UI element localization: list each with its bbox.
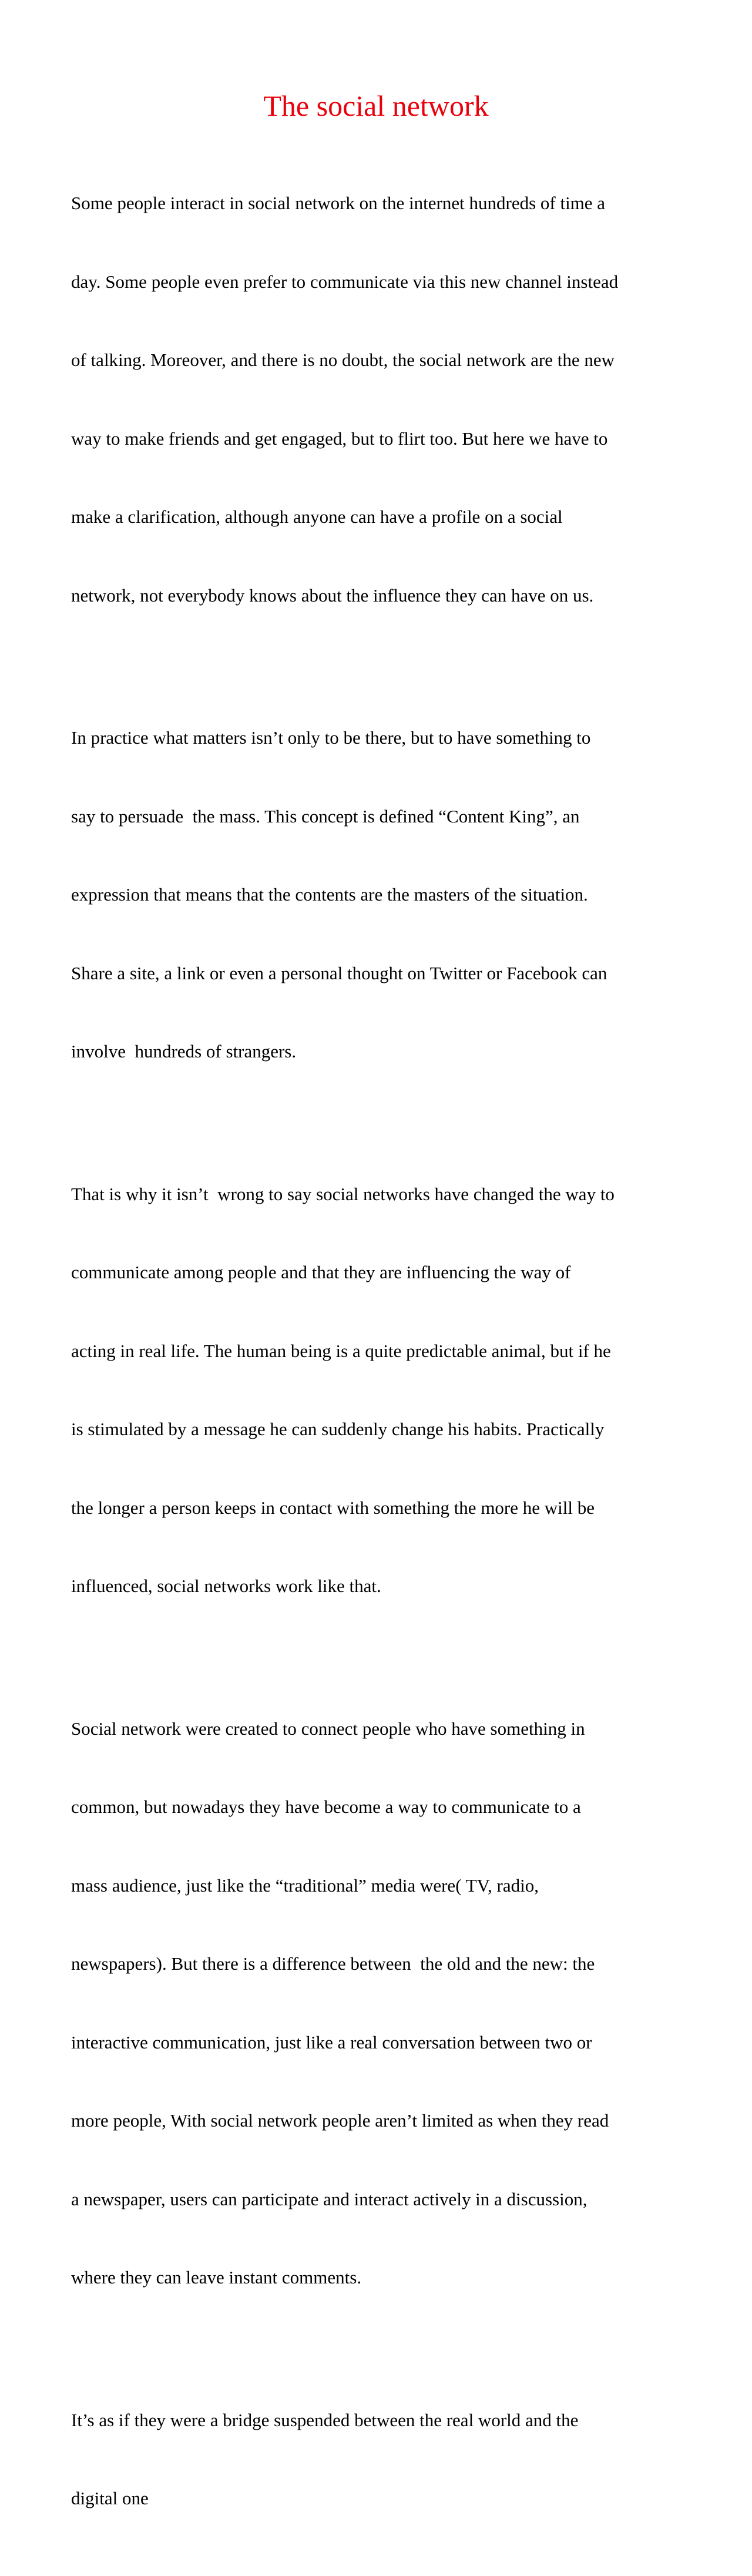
paragraph-line: more people, With social network people aren’t limited as when they read [71, 2110, 609, 2131]
paragraph-line: Share a site, a link or even a personal thought on Twitter or Facebook can [71, 962, 607, 983]
paragraph-line: acting in real life. The human being is a quite predictable animal, but if he [71, 1340, 611, 1361]
paragraph-line: Some people interact in social network on the internet hundreds of time a [71, 193, 606, 213]
paragraph-line: In practice what matters isn’t only to be there, but to have something to [71, 727, 591, 748]
paragraph-line: involve hundreds of strangers. [71, 1041, 297, 1062]
paragraph-line: communicate among people and that they are influencing the way of [71, 1262, 571, 1282]
paragraph-line: of talking. Moreover, and there is no doubt, the social network are the new [71, 350, 615, 370]
paragraph-line: expression that means that the contents are the masters of the situation. [71, 884, 588, 905]
paragraph-line: mass audience, just like the “traditional” media were( TV, radio, [71, 1875, 539, 1896]
paragraph-line: newspapers). But there is a difference between the old and the new: the [71, 1953, 595, 1974]
document-body [71, 138, 688, 2576]
paragraph-line: say to persuade the mass. This concept is defined “Content King”, an [71, 805, 580, 827]
paragraph-line: a newspaper, users can participate and interact actively in a discussion, [71, 2188, 588, 2209]
paragraph-line: influenced, social networks work like that. [71, 1576, 381, 1596]
paragraph-line: It’s as if they were a bridge suspended between the real world and the [71, 2409, 579, 2430]
paragraph-line: the longer a person keeps in contact with something the more he will be [71, 1497, 595, 1518]
paragraph-3 [71, 1129, 688, 1652]
paragraph-line: Social network were created to connect people who have something in [71, 1718, 585, 1739]
paragraph-line: where they can leave instant comments. [71, 2267, 362, 2288]
paragraph-line: digital one [71, 2488, 149, 2508]
paragraph-line: interactive communication, just like a real conversation between two or [71, 2031, 592, 2053]
paragraph-line: network, not everybody knows about the influence they can have on us. [71, 585, 594, 606]
paragraph-line: common, but nowadays they have become a way to communicate to a [71, 1796, 581, 1817]
paragraph-5 [71, 2355, 688, 2564]
paragraph-line: way to make friends and get engaged, but to flirt too. But here we have to [71, 428, 608, 449]
paragraph-line: is stimulated by a message he can suddenly change his habits. Practically [71, 1419, 605, 1439]
paragraph-line: day. Some people even prefer to communicate via this new channel instead [71, 271, 619, 292]
document-title: The social network [263, 89, 489, 122]
paragraph-line: That is why it isn’t wrong to say social networks have changed the way to [71, 1183, 615, 1204]
paragraph-line: make a clarification, although anyone can have a profile on a social [71, 506, 563, 527]
paragraph-2 [71, 673, 688, 1117]
paragraph-1 [71, 138, 688, 661]
paragraph-4 [71, 1664, 688, 2343]
